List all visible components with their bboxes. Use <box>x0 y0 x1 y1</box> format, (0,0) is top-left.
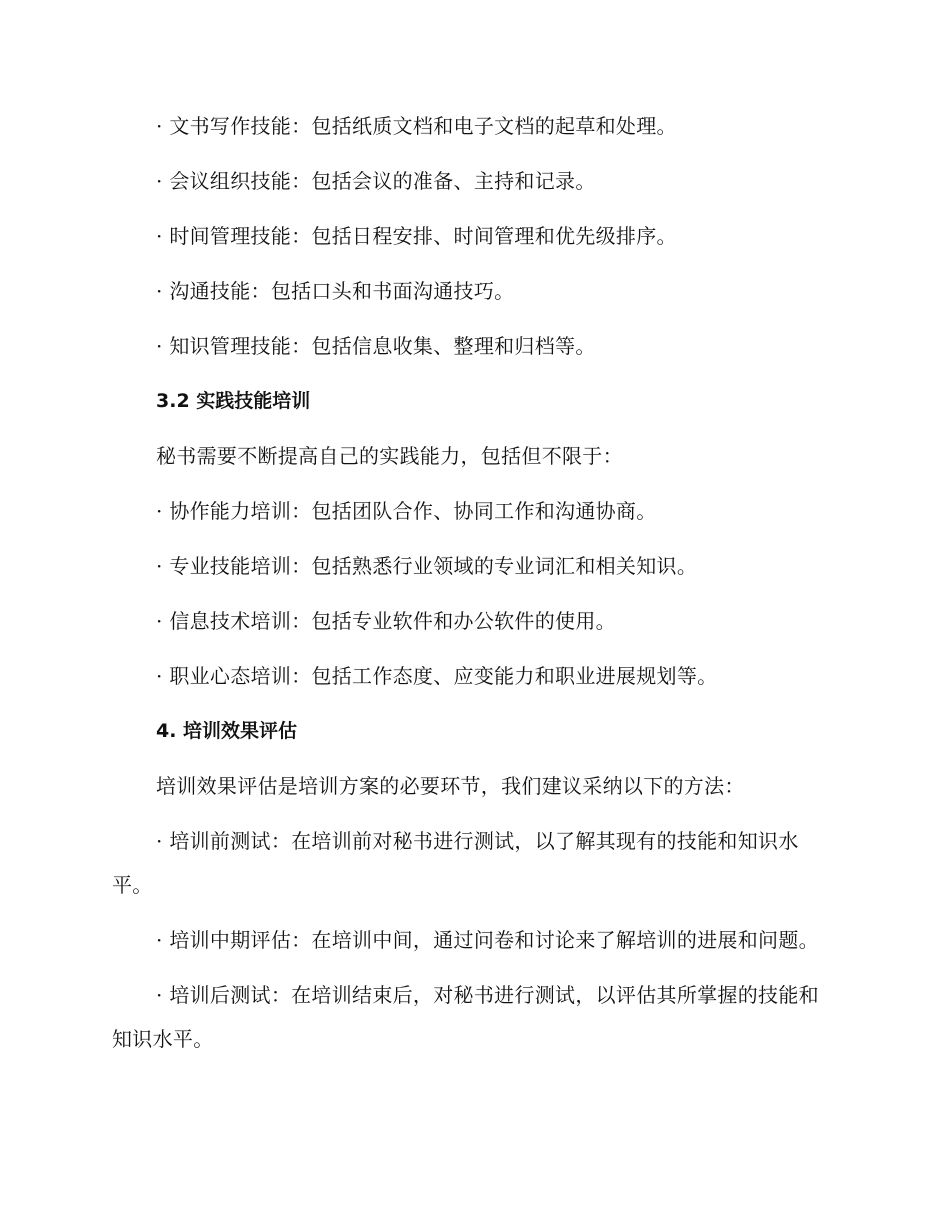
list-item: · 信息技术培训：包括专业软件和办公软件的使用。 <box>156 609 616 633</box>
document-body <box>112 104 824 1072</box>
list-item: · 培训后测试：在培训结束后，对秘书进行测试，以评估其所掌握的技能和知识水平。 <box>112 983 819 1051</box>
section-heading-3-2: 3.2 实践技能培训 <box>156 390 311 412</box>
list-item: · 职业心态培训：包括工作态度、应变能力和职业进展规划等。 <box>156 664 718 688</box>
list-item: · 专业技能培训：包括熟悉行业领域的专业词汇和相关知识。 <box>156 554 698 578</box>
list-item: · 培训中期评估：在培训中间，通过问卷和讨论来了解培训的进展和问题。 <box>156 928 819 952</box>
section-intro: 培训效果评估是培训方案的必要环节，我们建议采纳以下的方法： <box>156 774 745 798</box>
list-item: · 沟通技能：包括口头和书面沟通技巧。 <box>156 279 515 303</box>
list-item: · 知识管理技能：包括信息收集、整理和归档等。 <box>156 334 596 358</box>
list-item: · 协作能力培训：包括团队合作、协同工作和沟通协商。 <box>156 499 657 523</box>
list-item: · 培训前测试：在培训前对秘书进行测试，以了解其现有的技能和知识水平。 <box>112 829 799 897</box>
list-item: · 会议组织技能：包括会议的准备、主持和记录。 <box>156 169 596 193</box>
list-item: · 时间管理技能：包括日程安排、时间管理和优先级排序。 <box>156 224 677 248</box>
section-intro: 秘书需要不断提高自己的实践能力，包括但不限于： <box>156 444 623 468</box>
list-item: · 文书写作技能：包括纸质文档和电子文档的起草和处理。 <box>156 114 677 138</box>
section-heading-4: 4. 培训效果评估 <box>156 720 298 742</box>
